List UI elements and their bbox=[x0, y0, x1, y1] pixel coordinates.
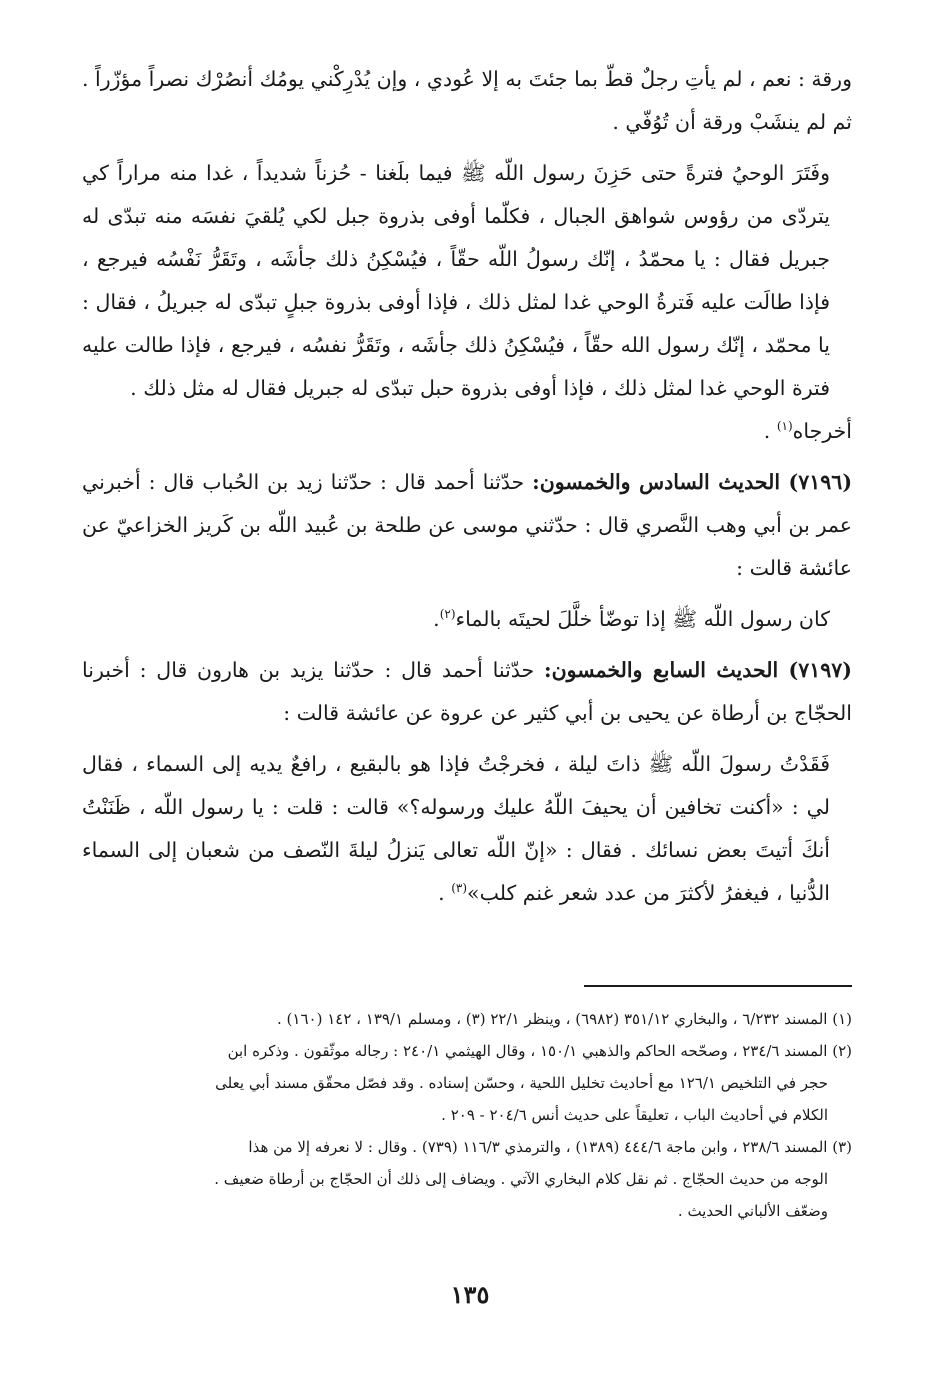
footnote-3-line-3: وضعّف الألباني الحديث . bbox=[677, 1202, 828, 1220]
hadith-7196-quote-tail: . bbox=[433, 607, 440, 631]
footnote-2-line-2: حجر في التلخيص ١٢٦/١ مع أحاديث تخليل اللحية ، وحسّن إسناده . وقد فصّل محقّق مسند أبي يعلى bbox=[215, 1074, 828, 1092]
footnote-3: (٣) المسند ٢٣٨/٦ ، وابن ماجة ٤٤٤/٦ (١٣٨٩) ، والترمذي ١١٦/٣ (٧٣٩) . وقال : لا نعرفه إلا من هذا bbox=[248, 1138, 852, 1156]
hadith-7196-title: (٧١٩٦) الحديث السادس والخمسون: bbox=[532, 470, 853, 494]
paragraph-3 bbox=[82, 410, 852, 453]
footnote-ref-3: (٣) bbox=[451, 881, 468, 896]
footnotes bbox=[82, 1003, 852, 1227]
main-text bbox=[82, 58, 852, 915]
attribution-tail: . bbox=[763, 419, 777, 443]
footnote-2-line-3: الكلام في أحاديث الباب ، تعليقاً على حديث أنس ٢٠٤/٦ - ٢٠٩ . bbox=[441, 1106, 828, 1124]
hadith-7197 bbox=[82, 649, 852, 735]
hadith-7197-quote-text: فَقَدْتُ رسولَ اللّه ﷺ ذاتَ ليلة ، فخرجْتُ فإذا هو بالبقيع ، رافعٌ يديه إلى السماء ، فقال لي : «أكنت تخافين أن يحيفَ اللّهُ عليك ورسوله؟» قالت : قلت : يا رسول اللّه ، ظَنَنْتُ أنكَ أتيتَ بعض نسائك . فقال : «إنّ اللّه تعالى يَنزلُ ليلةَ النّصف من شعبان إلى السماء الدُّنيا ، فيغفرُ لأكثرَ من عدد شعر غنم كلب» bbox=[82, 752, 830, 905]
hadith-7197-title: (٧١٩٧) الحديث السابع والخمسون: bbox=[544, 658, 852, 682]
footnote-2: (٢) المسند ٢٣٤/٦ ، وصحّحه الحاكم والذهبي ١٥٠/١ ، وقال الهيثمي ٢٤٠/١ : رجاله موثّقون . وذكره ابن bbox=[227, 1042, 852, 1060]
hadith-7196 bbox=[82, 461, 852, 590]
footnote-1: (١) المسند ٦/٢٣٢ ، والبخاري ٣٥١/١٢ (٦٩٨٢) ، وينظر ٢٢/١ (٣) ، ومسلم ١٣٩/١ ، ١٤٢ (١٦٠) . bbox=[277, 1010, 852, 1028]
paragraph-2: وفَتَرَ الوحيُ فترةً حتى حَزِنَ رسول اللّه ﷺ فيما بلَغنا - حُزناً شديداً ، غدا منه مراراً كي يتردّى من رؤوس شواهق الجبال ، فكلّما أوفى بذروة جبل لكي يُلقيَ نفسَه منه تبدّى له جبريل فقال : يا محمّدُ ، إنّك رسولُ اللّه حقّاً ، فيُسْكِنُ ذلك جأشَه ، وتَقَرُّ نَفْسُه فيرجع ، فإذا طالَت عليه فَترةُ الوحي غدا لمثل ذلك ، فإذا أوفى بذروة جبلٍ تبدّى له جبريلُ ، فقال : يا محمّد ، إنّك رسول الله حقّاً ، فيُسْكِنُ ذلك جأشَه ، وتَقَرُّ نفسُه ، فيرجع ، فإذا طالت عليه فترة الوحي غدا لمثل ذلك ، فإذا أوفى بذروة حبل تبدّى له جبريل فقال له مثل ذلك . bbox=[82, 161, 831, 400]
hadith-7197-quote bbox=[82, 743, 852, 915]
page-number: ١٣٥ bbox=[450, 1280, 490, 1309]
footnote-ref-1: (١) bbox=[776, 419, 793, 434]
footnote-ref-2: (٢) bbox=[439, 607, 456, 622]
hadith-7196-chain: حدّثنا أحمد قال : حدّثنا زيد بن الحُباب قال : أخبرني عمر بن أبي وهب النَّصري قال : حدّثني موسى عن طلحة بن عُبيد اللّه بن كَريز الخزاعيّ عن عائشة قالت : bbox=[82, 470, 852, 580]
footnote-3-line-2: الوجه من حديث الحجّاج . ثم نقل كلام البخاري الآتي . ويضاف إلى ذلك أن الحجّاج بن أرطاة ضعيف . bbox=[214, 1170, 828, 1188]
hadith-7196-quote bbox=[82, 598, 852, 641]
footnote-divider bbox=[584, 985, 852, 987]
hadith-7196-quote-text: كان رسول اللّه ﷺ إذا توضّأ خلَّلَ لحيتَه بالماء bbox=[455, 607, 830, 631]
hadith-7197-chain: حدّثنا أحمد قال : حدّثنا يزيد بن هارون قال : أخبرنا الحجّاج بن أرطاة عن يحيى بن أبي كثير عن عروة عن عائشة قالت : bbox=[82, 658, 852, 725]
paragraph-1: ورقة : نعم ، لم يأتِ رجلٌ قطّ بما جئتَ به إلا عُودي ، وإن يُدْرِكْني يومُك أنصُرْك نصراً مؤزّراً . ثم لم ينشَبْ ورقة أن تُوُفّي . bbox=[82, 67, 852, 134]
attribution-text: أخرجاه bbox=[792, 419, 852, 443]
hadith-7197-quote-tail: . bbox=[438, 881, 452, 905]
